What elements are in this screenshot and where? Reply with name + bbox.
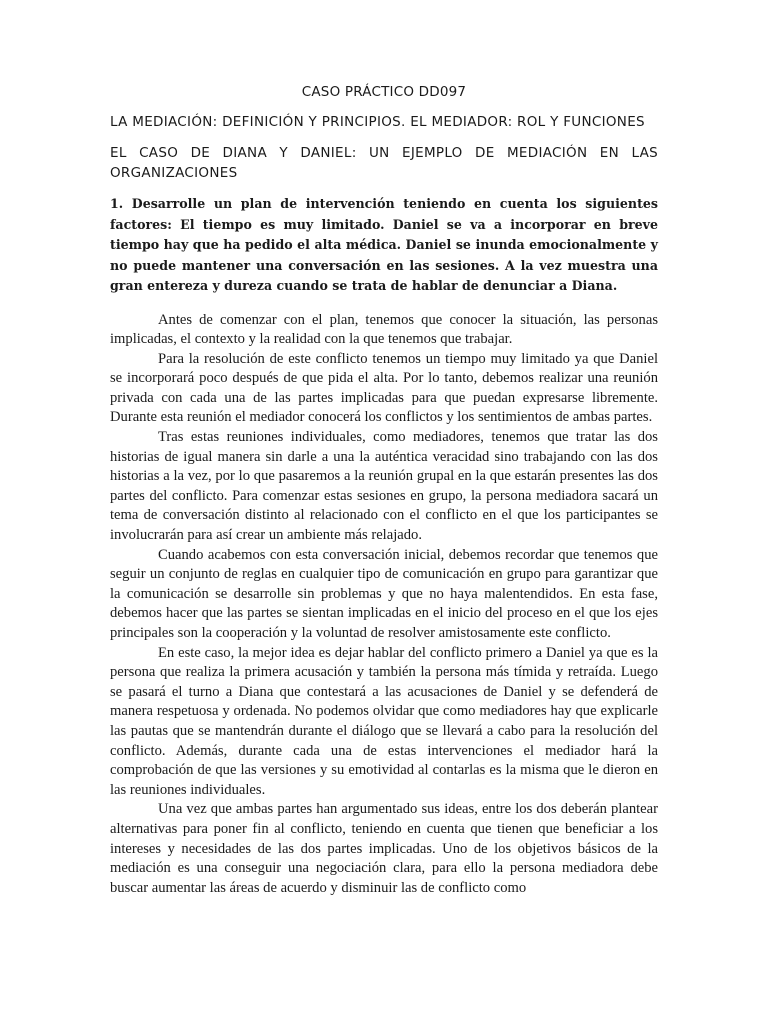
body-paragraph: Tras estas reuniones individuales, como mediadores, tenemos que tratar las dos historias de igual manera sin darle a una la auténtica veracidad sino trabajando con las dos historias a la vez, por lo que pasaremos a la reunión grupal en la que estarán presentes las dos partes del conflicto. Para comenzar estas sesiones en grupo, la persona mediadora sacará un tema de conversación distinto al relacionado con el conflicto en el que los participantes se involucrarán para así crear un ambiente más relajado.	[110, 429, 658, 544]
document-page	[110, 84, 658, 898]
answer-body	[110, 311, 658, 899]
section-heading-mediation: LA MEDIACIÓN: DEFINICIÓN Y PRINCIPIOS. EL MEDIADOR: ROL Y FUNCIONES	[110, 114, 645, 130]
section-heading-case: EL CASO DE DIANA Y DANIEL: UN EJEMPLO DE MEDIACIÓN EN LAS ORGANIZACIONES	[110, 145, 658, 181]
body-paragraph: Para la resolución de este conflicto tenemos un tiempo muy limitado ya que Daniel se incorporará poco después de que pida el alta. Por lo tanto, debemos realizar una reunión privada con cada una de las partes implicadas para que puedan expresarse libremente. Durante esta reunión el mediador conocerá los conflictos y los sentimientos de ambas partes.	[110, 350, 658, 426]
body-paragraph: Cuando acabemos con esta conversación inicial, debemos recordar que tenemos que seguir un conjunto de reglas en cualquier tipo de comunicación en grupo para garantizar que la comunicación se desarrolle sin problemas y que no haya malentendidos. En esta fase, debemos hacer que las partes se sientan implicadas en el inicio del proceso en el que los ejes principales son la cooperación y la voluntad de resolver amistosamente este conflicto.	[110, 546, 658, 641]
question-text: 1. Desarrolle un plan de intervención teniendo en cuenta los siguientes factores: El tiempo es muy limitado. Daniel se va a incorporar en breve tiempo hay que ha pedido el alta médica. Daniel se inunda emocionalmente y no puede mantener una conversación en las sesiones. A la vez muestra una gran entereza y dureza cuando se trata de hablar de denunciar a Diana.	[110, 196, 658, 293]
body-paragraph: En este caso, la mejor idea es dejar hablar del conflicto primero a Daniel ya que es la persona que realiza la primera acusación y también la persona más tímida y retraída. Luego se pasará el turno a Diana que contestará a las acusaciones de Daniel y se defenderá de manera respetuosa y ordenada. No podemos olvidar que como mediadores hay que explicarle las pautas que se mantendrán durante el diálogo que se llevará a cabo para la resolución del conflicto. Además, durante cada una de estas intervenciones el mediador hará la comprobación de que las versiones y su emotividad al contarlas es la misma que le dieron en las reuniones individuales.	[110, 644, 658, 798]
body-paragraph: Antes de comenzar con el plan, tenemos que conocer la situación, las personas implicadas, el contexto y la realidad con la que tenemos que trabajar.	[110, 311, 658, 348]
body-paragraph: Una vez que ambas partes han argumentado sus ideas, entre los dos deberán plantear alternativas para poner fin al conflicto, teniendo en cuenta que tienen que beneficiar a los intereses y necesidades de las dos partes implicadas. Uno de los objetivos básicos de la mediación es una conseguir una negociación clara, para ello la persona mediadora debe buscar aumentar las áreas de acuerdo y disminuir las de conflicto como	[110, 801, 658, 896]
document-title: CASO PRÁCTICO DD097	[301, 84, 467, 100]
